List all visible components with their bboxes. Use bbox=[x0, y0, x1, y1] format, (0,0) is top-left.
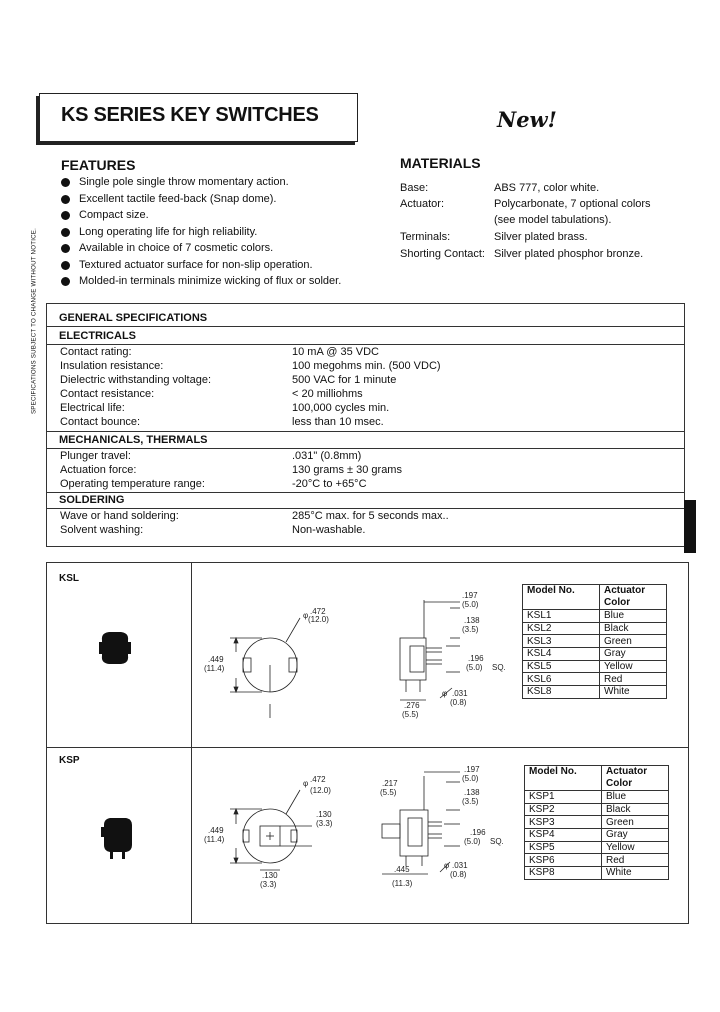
color-cell: Green bbox=[600, 635, 667, 648]
materials-label: Base: bbox=[400, 182, 429, 194]
divider bbox=[47, 326, 684, 327]
table-row bbox=[525, 841, 669, 854]
ksp-side-view-drawing bbox=[374, 762, 519, 892]
color-cell: Black bbox=[602, 803, 669, 816]
spec-value: 285°C max. for 5 seconds max.. bbox=[292, 510, 449, 522]
model-cell: KSL6 bbox=[523, 673, 600, 686]
table-row bbox=[523, 673, 667, 686]
feature-item: Available in choice of 7 cosmetic colors. bbox=[61, 240, 341, 257]
spec-label: Operating temperature range: bbox=[60, 478, 205, 490]
spec-value: < 20 milliohms bbox=[292, 388, 363, 400]
spec-value: 10 mA @ 35 VDC bbox=[292, 346, 379, 358]
color-cell: Blue bbox=[602, 791, 669, 804]
ksl-model-table bbox=[522, 584, 667, 699]
page-title: KS SERIES KEY SWITCHES bbox=[61, 104, 319, 126]
ksp-dim-130a: .130 bbox=[316, 810, 332, 819]
side-note-text: SPECIFICATIONS SUBJECT TO CHANGE WITHOUT NOTICE. bbox=[30, 227, 38, 415]
ksl-dim-196: .196 bbox=[468, 654, 484, 663]
ksp-dim-sq: SQ. bbox=[490, 837, 504, 846]
materials-heading: MATERIALS bbox=[400, 155, 481, 171]
materials-value: ABS 777, color white. bbox=[494, 182, 600, 194]
color-cell: Black bbox=[600, 622, 667, 635]
table-row bbox=[525, 854, 669, 867]
color-cell: Gray bbox=[600, 648, 667, 661]
ksl-dim-197: .197 bbox=[462, 591, 478, 600]
ksl-dim-276: .276 bbox=[404, 701, 420, 710]
ksp-model-table bbox=[524, 765, 669, 880]
materials-label: Terminals: bbox=[400, 231, 451, 243]
ksl-dim-196-mm: (5.0) bbox=[466, 663, 483, 672]
table-row bbox=[525, 803, 669, 816]
materials-value: (see model tabulations). bbox=[494, 214, 612, 226]
spec-value: 100,000 cycles min. bbox=[292, 402, 390, 414]
spec-label: Dielectric withstanding voltage: bbox=[60, 374, 212, 386]
divider bbox=[47, 344, 684, 345]
color-cell: Red bbox=[600, 673, 667, 686]
ksp-dim-phi: φ bbox=[303, 779, 309, 788]
table-row bbox=[525, 867, 669, 880]
ksp-dim-445: .445 bbox=[394, 865, 410, 874]
ksl-dim-phi-031: φ bbox=[442, 689, 448, 698]
model-col-header: Model No. bbox=[523, 585, 600, 610]
feature-item: Textured actuator surface for non-slip operation. bbox=[61, 257, 341, 274]
color-col-header: Actuator Color bbox=[600, 585, 667, 610]
feature-item: Single pole single throw momentary action. bbox=[61, 174, 341, 191]
model-cell: KSL1 bbox=[523, 610, 600, 623]
ksp-dim-138-mm: (3.5) bbox=[462, 797, 479, 806]
ksl-product-photo bbox=[95, 628, 135, 668]
spec-label: Solvent washing: bbox=[60, 524, 144, 536]
spec-value: less than 10 msec. bbox=[292, 416, 384, 428]
general-specs-heading: GENERAL SPECIFICATIONS bbox=[59, 312, 208, 324]
divider bbox=[47, 492, 684, 493]
spec-value: 100 megohms min. (500 VDC) bbox=[292, 360, 441, 372]
color-col-header: Actuator Color bbox=[602, 766, 669, 791]
color-cell: Yellow bbox=[602, 841, 669, 854]
features-list bbox=[61, 174, 341, 290]
materials-label: Actuator: bbox=[400, 198, 445, 210]
model-cell: KSL8 bbox=[523, 686, 600, 699]
mechanicals-heading: MECHANICALS, THERMALS bbox=[59, 434, 208, 446]
table-row bbox=[523, 610, 667, 623]
ksp-dim-130b: .130 bbox=[262, 871, 278, 880]
model-cell: KSL2 bbox=[523, 622, 600, 635]
feature-item: Molded-in terminals minimize wicking of flux or solder. bbox=[61, 273, 341, 290]
divider bbox=[47, 508, 684, 509]
ksl-dim-sq: SQ. bbox=[492, 663, 506, 672]
table-row bbox=[525, 816, 669, 829]
ksl-dim-031: .031 bbox=[452, 689, 468, 698]
ksp-dim-197: .197 bbox=[464, 765, 480, 774]
divider bbox=[47, 431, 684, 432]
model-cell: KSL4 bbox=[523, 648, 600, 661]
ksp-dim-phi-031: φ bbox=[444, 861, 450, 870]
materials-value: Polycarbonate, 7 optional colors bbox=[494, 198, 651, 210]
ksl-dim-449-mm: (11.4) bbox=[204, 664, 225, 673]
table-row bbox=[523, 648, 667, 661]
ksl-dim-472-mm: (12.0) bbox=[308, 615, 329, 624]
table-row bbox=[523, 686, 667, 699]
ksp-dim-130a-mm: (3.3) bbox=[316, 819, 333, 828]
ksl-top-view-drawing bbox=[200, 600, 340, 720]
color-cell: Blue bbox=[600, 610, 667, 623]
ksp-dim-217: .217 bbox=[382, 779, 398, 788]
ksl-label: KSL bbox=[59, 573, 79, 584]
model-cell: KSP1 bbox=[525, 791, 602, 804]
color-cell: Green bbox=[602, 816, 669, 829]
ksp-dim-472-mm: (12.0) bbox=[310, 786, 331, 795]
materials-value: Silver plated phosphor bronze. bbox=[494, 248, 644, 260]
model-cell: KSP2 bbox=[525, 803, 602, 816]
divider bbox=[47, 747, 688, 748]
soldering-heading: SOLDERING bbox=[59, 494, 125, 506]
ksl-dim-197-mm: (5.0) bbox=[462, 600, 479, 609]
ksl-dim-138: .138 bbox=[464, 616, 480, 625]
spec-label: Contact rating: bbox=[60, 346, 132, 358]
spec-label: Contact bounce: bbox=[60, 416, 141, 428]
ksp-dim-138: .138 bbox=[464, 788, 480, 797]
ksp-dim-472: .472 bbox=[310, 775, 326, 784]
ksp-dim-031: .031 bbox=[452, 861, 468, 870]
ksp-dim-445-mm: (11.3) bbox=[392, 879, 413, 888]
table-row bbox=[525, 829, 669, 842]
ksp-dim-217-mm: (5.5) bbox=[380, 788, 397, 797]
table-row bbox=[523, 622, 667, 635]
electricals-heading: ELECTRICALS bbox=[59, 330, 136, 342]
color-cell: White bbox=[602, 867, 669, 880]
new-badge: New! bbox=[497, 107, 557, 132]
ksl-dim-031-mm: (0.8) bbox=[450, 698, 467, 707]
spec-label: Insulation resistance: bbox=[60, 360, 164, 372]
model-cell: KSP5 bbox=[525, 841, 602, 854]
color-cell: Gray bbox=[602, 829, 669, 842]
table-row bbox=[525, 791, 669, 804]
spec-value: Non-washable. bbox=[292, 524, 366, 536]
spec-label: Actuation force: bbox=[60, 464, 137, 476]
ksp-dim-031-mm: (0.8) bbox=[450, 870, 467, 879]
features-heading: FEATURES bbox=[61, 157, 136, 173]
color-cell: Red bbox=[602, 854, 669, 867]
feature-item: Compact size. bbox=[61, 207, 341, 224]
specifications-box bbox=[46, 303, 685, 547]
model-cell: KSL5 bbox=[523, 660, 600, 673]
divider bbox=[191, 563, 192, 923]
divider bbox=[47, 448, 684, 449]
side-note bbox=[26, 215, 42, 427]
spec-label: Wave or hand soldering: bbox=[60, 510, 179, 522]
ksp-dim-196: .196 bbox=[470, 828, 486, 837]
ksl-dim-phi: φ bbox=[303, 611, 309, 620]
materials-label: Shorting Contact: bbox=[400, 248, 485, 260]
spec-value: 500 VAC for 1 minute bbox=[292, 374, 397, 386]
ksp-dim-197-mm: (5.0) bbox=[462, 774, 479, 783]
spec-value: 130 grams ± 30 grams bbox=[292, 464, 402, 476]
model-cell: KSL3 bbox=[523, 635, 600, 648]
ksl-side-view-drawing bbox=[380, 590, 515, 720]
ksp-label: KSP bbox=[59, 755, 80, 766]
ksp-dim-130b-mm: (3.3) bbox=[260, 880, 277, 889]
ksp-product-photo bbox=[100, 815, 136, 861]
ksp-dim-196-mm: (5.0) bbox=[464, 837, 481, 846]
ksl-dim-276-mm: (5.5) bbox=[402, 710, 419, 719]
model-cell: KSP6 bbox=[525, 854, 602, 867]
table-row bbox=[523, 660, 667, 673]
feature-item: Excellent tactile feed-back (Snap dome). bbox=[61, 191, 341, 208]
spec-value: .031" (0.8mm) bbox=[292, 450, 362, 462]
spec-label: Plunger travel: bbox=[60, 450, 131, 462]
spec-value: -20°C to +65°C bbox=[292, 478, 367, 490]
ksp-dim-449-mm: (11.4) bbox=[204, 835, 225, 844]
ksp-top-view-drawing bbox=[200, 770, 350, 892]
ksl-dim-472: .472 bbox=[310, 607, 326, 616]
color-cell: White bbox=[600, 686, 667, 699]
ksl-dim-138-mm: (3.5) bbox=[462, 625, 479, 634]
model-cell: KSP4 bbox=[525, 829, 602, 842]
ksp-dim-449: .449 bbox=[208, 826, 224, 835]
materials-value: Silver plated brass. bbox=[494, 231, 588, 243]
page-tab-marker bbox=[684, 500, 696, 553]
table-row bbox=[523, 635, 667, 648]
model-cell: KSP3 bbox=[525, 816, 602, 829]
color-cell: Yellow bbox=[600, 660, 667, 673]
model-col-header: Model No. bbox=[525, 766, 602, 791]
model-cell: KSP8 bbox=[525, 867, 602, 880]
spec-label: Electrical life: bbox=[60, 402, 125, 414]
spec-label: Contact resistance: bbox=[60, 388, 155, 400]
ksl-dim-449: .449 bbox=[208, 655, 224, 664]
feature-item: Long operating life for high reliability. bbox=[61, 224, 341, 241]
